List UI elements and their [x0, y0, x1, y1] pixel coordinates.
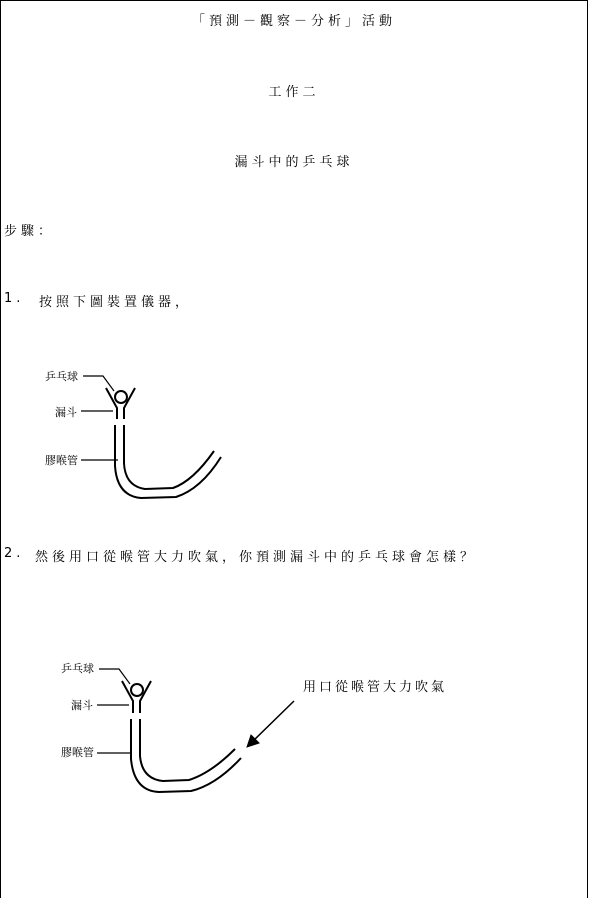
steps-heading: 步驟：: [4, 224, 56, 239]
label-rubber-tube: 膠喉管: [61, 746, 94, 759]
step2-text: 然後用口從喉管大力吹氣，你預測漏斗中的乒乓球會怎樣？: [35, 550, 478, 565]
annotation-blow-air: 用口從喉管大力吹氣: [303, 680, 448, 695]
diagram-2-leaders: [97, 669, 132, 753]
arrow-icon: [247, 701, 294, 747]
label-ping-pong-ball: 乒乓球: [45, 370, 78, 383]
step1-text: 按照下圖裝置儀器，: [39, 295, 193, 310]
experiment-title: 漏斗中的乒乓球: [234, 155, 354, 170]
task-title: 工作二: [268, 85, 320, 100]
label-funnel: 漏斗: [71, 699, 93, 712]
activity-title: 「預測－觀察－分析」活動: [191, 14, 396, 29]
rubber-tube-icon: [131, 719, 241, 792]
ping-pong-ball-icon: [131, 684, 143, 696]
label-ping-pong-ball: 乒乓球: [61, 662, 94, 675]
label-rubber-tube: 膠喉管: [45, 454, 78, 467]
step2-number: 2.: [4, 546, 25, 561]
apparatus-diagram-2: [1, 1, 588, 898]
step1-number: 1.: [4, 291, 25, 306]
label-funnel: 漏斗: [55, 406, 77, 419]
